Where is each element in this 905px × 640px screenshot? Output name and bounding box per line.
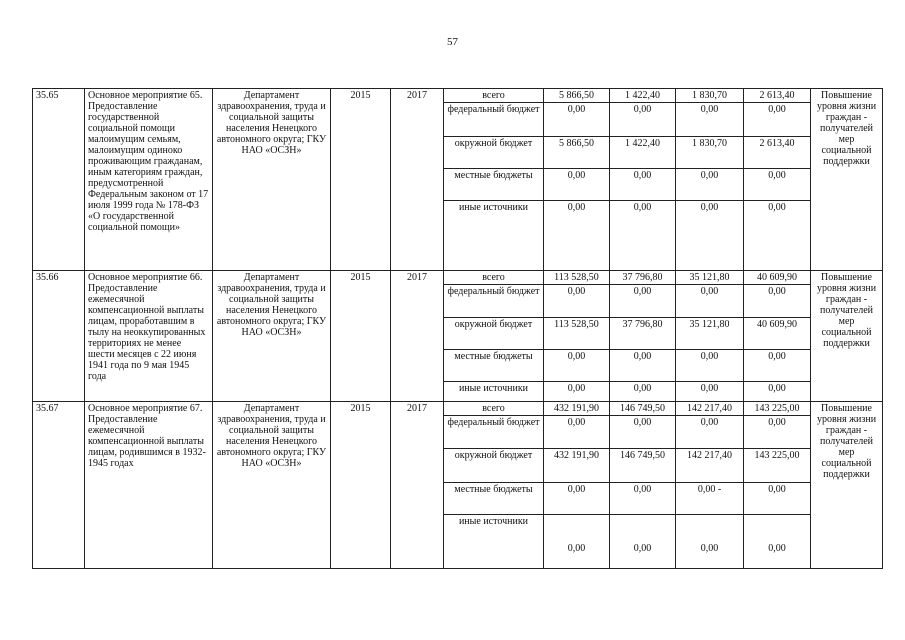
expected-result: Повышение уровня жизни граждан - получателей мер социальной поддержки xyxy=(811,271,883,402)
value-cell: 0,00 xyxy=(610,103,676,137)
value-cell: 0,00 xyxy=(544,285,610,318)
source-label: всего xyxy=(444,271,544,285)
value-cell: 40 609,90 xyxy=(744,318,811,350)
value-cell: 1 830,70 xyxy=(676,89,744,103)
value-cell: 0,00 xyxy=(610,483,676,515)
measure-name: Основное мероприятие 67. Предоставление ежемесячной компенсационной выплаты лицам, родившимся в 1932-1945 годах xyxy=(85,402,213,569)
expected-result: Повышение уровня жизни граждан - получателей мер социальной поддержки xyxy=(811,89,883,271)
value-cell: 142 217,40 xyxy=(676,402,744,416)
value-cell: 0,00 xyxy=(744,169,811,201)
value-cell: 40 609,90 xyxy=(744,271,811,285)
value-cell: 35 121,80 xyxy=(676,318,744,350)
value-cell: 2 613,40 xyxy=(744,137,811,169)
value-cell: 143 225,00 xyxy=(744,402,811,416)
value-cell: 113 528,50 xyxy=(544,271,610,285)
value-cell: 0,00 xyxy=(610,201,676,271)
source-label: местные бюджеты xyxy=(444,483,544,515)
value-cell: 1 422,40 xyxy=(610,89,676,103)
value-cell: 0,00 - xyxy=(676,483,744,515)
table-row xyxy=(33,89,883,103)
value-cell: 0,00 xyxy=(610,416,676,449)
value-cell: 5 866,50 xyxy=(544,89,610,103)
table-row xyxy=(33,271,883,285)
table-row xyxy=(33,402,883,416)
source-label: всего xyxy=(444,89,544,103)
value-cell: 35 121,80 xyxy=(676,271,744,285)
value-cell: 0,00 xyxy=(610,285,676,318)
source-label: иные источники xyxy=(444,382,544,402)
executor: Департамент здравоохранения, труда и социальной защиты населения Ненецкого автономного округа; ГКУ НАО «ОСЗН» xyxy=(213,89,331,271)
value-cell: 0,00 xyxy=(744,515,811,569)
program-table xyxy=(32,88,883,569)
value-cell: 0,00 xyxy=(544,103,610,137)
value-cell: 1 422,40 xyxy=(610,137,676,169)
value-cell: 0,00 xyxy=(744,285,811,318)
value-cell: 1 830,70 xyxy=(676,137,744,169)
value-cell: 146 749,50 xyxy=(610,449,676,483)
measure-name: Основное мероприятие 66. Предоставление ежемесячной компенсационной выплаты лицам, проработавшим в тылу на неоккупированных территориях не менее шести месяцев с 22 июня 1941 года по 9 мая 1945 года xyxy=(85,271,213,402)
year-start: 2015 xyxy=(331,271,391,402)
value-cell: 432 191,90 xyxy=(544,402,610,416)
source-label: окружной бюджет xyxy=(444,137,544,169)
value-cell: 2 613,40 xyxy=(744,89,811,103)
source-label: федеральный бюджет xyxy=(444,103,544,137)
value-cell: 432 191,90 xyxy=(544,449,610,483)
source-label: иные источники xyxy=(444,515,544,569)
executor: Департамент здравоохранения, труда и социальной защиты населения Ненецкого автономного округа; ГКУ НАО «ОСЗН» xyxy=(213,271,331,402)
value-cell: 143 225,00 xyxy=(744,449,811,483)
value-cell: 0,00 xyxy=(544,169,610,201)
value-cell: 0,00 xyxy=(744,483,811,515)
year-end: 2017 xyxy=(391,89,444,271)
source-label: окружной бюджет xyxy=(444,449,544,483)
value-cell: 0,00 xyxy=(676,103,744,137)
value-cell: 0,00 xyxy=(744,201,811,271)
source-label: федеральный бюджет xyxy=(444,285,544,318)
year-start: 2015 xyxy=(331,402,391,569)
value-cell: 0,00 xyxy=(676,169,744,201)
value-cell: 0,00 xyxy=(544,416,610,449)
measure-name: Основное мероприятие 65. Предоставление государственной социальной помощи малоимущим семьям, малоимущим одиноко проживающим гражданам, иным категориям граждан, предусмотренной Федеральным законом от 17 июля 1999 года № 178-ФЗ «О государственной социальной помощи» xyxy=(85,89,213,271)
value-cell: 0,00 xyxy=(610,169,676,201)
value-cell: 0,00 xyxy=(744,382,811,402)
value-cell: 0,00 xyxy=(676,285,744,318)
source-label: всего xyxy=(444,402,544,416)
value-cell: 37 796,80 xyxy=(610,318,676,350)
value-cell: 0,00 xyxy=(610,515,676,569)
value-cell: 113 528,50 xyxy=(544,318,610,350)
year-end: 2017 xyxy=(391,402,444,569)
source-label: иные источники xyxy=(444,201,544,271)
year-start: 2015 xyxy=(331,89,391,271)
source-label: местные бюджеты xyxy=(444,169,544,201)
row-number: 35.65 xyxy=(33,89,85,271)
value-cell: 0,00 xyxy=(544,201,610,271)
value-cell: 0,00 xyxy=(676,201,744,271)
value-cell: 0,00 xyxy=(744,350,811,382)
page-number: 57 xyxy=(447,36,458,48)
value-cell: 0,00 xyxy=(544,483,610,515)
value-cell: 0,00 xyxy=(676,416,744,449)
value-cell: 37 796,80 xyxy=(610,271,676,285)
value-cell: 0,00 xyxy=(610,350,676,382)
value-cell: 0,00 xyxy=(610,382,676,402)
value-cell: 142 217,40 xyxy=(676,449,744,483)
value-cell: 0,00 xyxy=(676,382,744,402)
value-cell: 146 749,50 xyxy=(610,402,676,416)
row-number: 35.67 xyxy=(33,402,85,569)
expected-result: Повышение уровня жизни граждан - получателей мер социальной поддержки xyxy=(811,402,883,569)
row-number: 35.66 xyxy=(33,271,85,402)
value-cell: 0,00 xyxy=(676,350,744,382)
value-cell: 0,00 xyxy=(544,350,610,382)
executor: Департамент здравоохранения, труда и социальной защиты населения Ненецкого автономного округа; ГКУ НАО «ОСЗН» xyxy=(213,402,331,569)
source-label: федеральный бюджет xyxy=(444,416,544,449)
year-end: 2017 xyxy=(391,271,444,402)
value-cell: 0,00 xyxy=(544,382,610,402)
value-cell: 0,00 xyxy=(676,515,744,569)
value-cell: 0,00 xyxy=(744,103,811,137)
source-label: окружной бюджет xyxy=(444,318,544,350)
value-cell: 5 866,50 xyxy=(544,137,610,169)
source-label: местные бюджеты xyxy=(444,350,544,382)
value-cell: 0,00 xyxy=(544,515,610,569)
value-cell: 0,00 xyxy=(744,416,811,449)
